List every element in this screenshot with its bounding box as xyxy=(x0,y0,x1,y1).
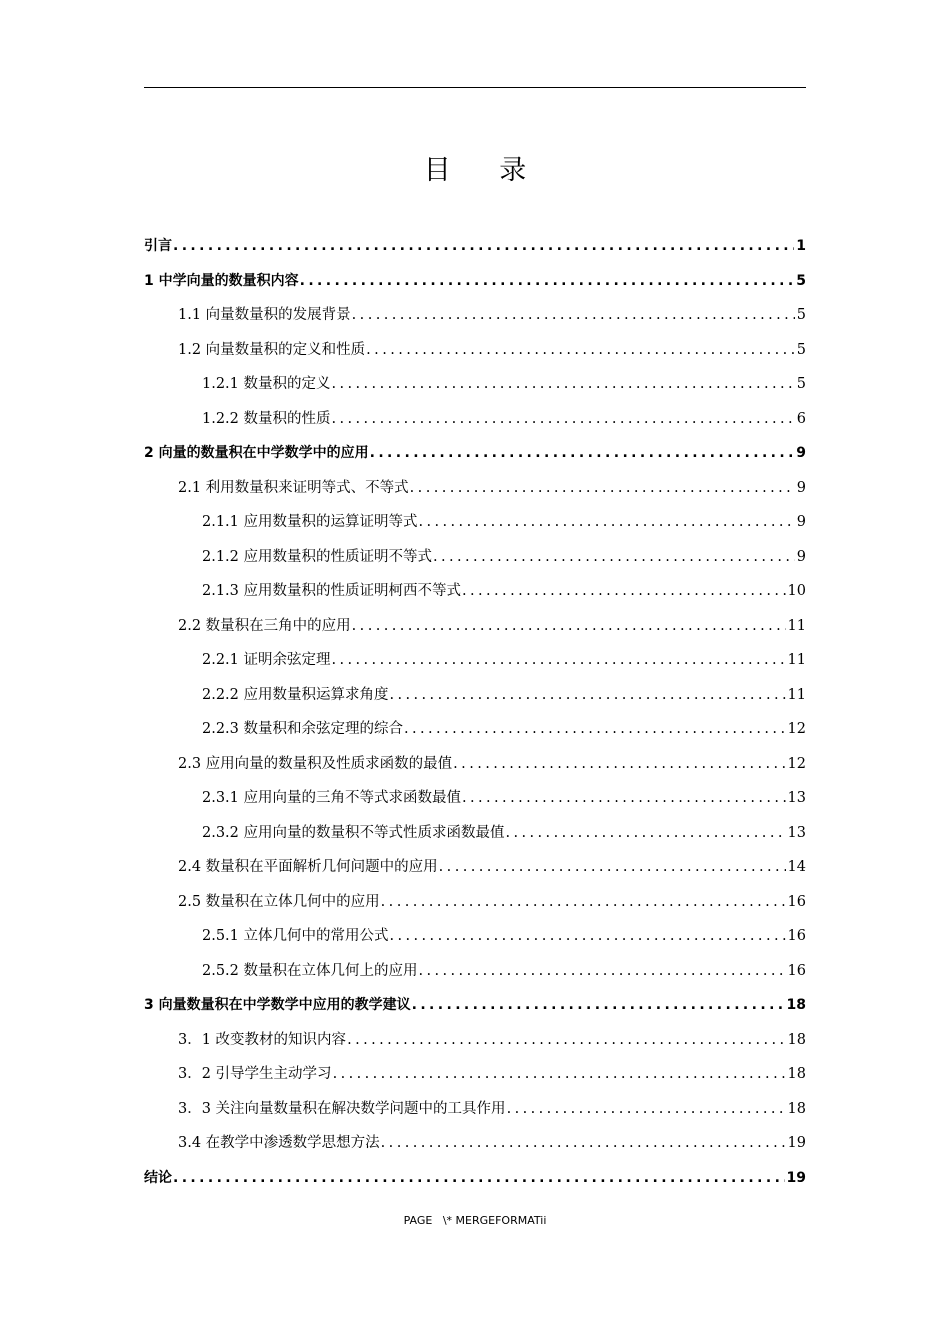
toc-entry[interactable] xyxy=(144,919,806,954)
toc-dot-leader xyxy=(366,333,795,368)
toc-dot-leader xyxy=(410,471,795,506)
toc-entry-page-number: 12 xyxy=(787,755,806,772)
toc-entry[interactable] xyxy=(144,229,806,264)
toc-entry-label: 2.1 利用数量积来证明等式、不等式 xyxy=(178,479,409,496)
toc-dot-leader xyxy=(300,264,795,299)
toc-entry-page-number: 18 xyxy=(786,997,806,1013)
toc-entry[interactable] xyxy=(144,402,806,437)
toc-dot-leader xyxy=(462,574,786,609)
toc-entry-page-number: 13 xyxy=(787,824,806,841)
toc-entry-page-number: 14 xyxy=(787,859,806,875)
toc-entry[interactable] xyxy=(144,885,806,920)
toc-entry-page-number: 16 xyxy=(787,893,806,910)
page-title: 目 录 xyxy=(423,155,547,186)
toc-dot-leader xyxy=(453,747,785,782)
toc-entry-label: 2.3 应用向量的数量积及性质求函数的最值 xyxy=(178,755,453,772)
toc-entry[interactable] xyxy=(144,264,806,299)
toc-dot-leader xyxy=(332,402,795,437)
toc-entry-label: 2.2.1 证明余弦定理 xyxy=(202,652,331,668)
toc-dot-leader xyxy=(370,436,795,471)
toc-entry-label: 2.2.2 应用数量积运算求角度 xyxy=(202,686,389,703)
toc-dot-leader xyxy=(433,540,795,575)
toc-dot-leader xyxy=(332,643,786,678)
toc-dot-leader xyxy=(506,816,786,851)
toc-entry-page-number: 9 xyxy=(796,548,806,565)
toc-entry[interactable] xyxy=(144,609,806,644)
toc-entry[interactable] xyxy=(144,1023,806,1058)
toc-entry[interactable] xyxy=(144,436,806,471)
toc-entry[interactable] xyxy=(144,1057,806,1092)
toc-entry-page-number: 12 xyxy=(787,721,806,737)
toc-entry-label: 1.2 向量数量积的定义和性质 xyxy=(178,341,366,358)
toc-entry-label: 2.1.3 应用数量积的性质证明柯西不等式 xyxy=(202,583,462,599)
toc-entry[interactable] xyxy=(144,298,806,333)
toc-entry-label: 2.2.3 数量积和余弦定理的综合 xyxy=(202,721,404,737)
toc-dot-leader xyxy=(390,919,786,954)
toc-entry-label: 3．1 改变教材的知识内容 xyxy=(178,1031,347,1048)
header-rule xyxy=(144,87,806,88)
toc-entry[interactable] xyxy=(144,1126,806,1161)
toc-entry-label: 3.4 在教学中渗透数学思想方法 xyxy=(178,1135,380,1151)
toc-dot-leader xyxy=(419,954,786,989)
toc-entry-page-number: 11 xyxy=(787,686,806,703)
toc-entry-label: 2.5.2 数量积在立体几何上的应用 xyxy=(202,962,418,979)
toc-entry-label: 2.5.1 立体几何中的常用公式 xyxy=(202,928,389,944)
toc-entry-label: 2.3.1 应用向量的三角不等式求函数最值 xyxy=(202,790,462,806)
toc-dot-leader xyxy=(173,229,794,264)
toc-entry[interactable] xyxy=(144,747,806,782)
toc-dot-leader xyxy=(352,298,795,333)
toc-entry[interactable] xyxy=(144,574,806,609)
toc-entry-page-number: 1 xyxy=(796,238,806,254)
toc-entry-page-number: 11 xyxy=(787,652,806,668)
toc-entry[interactable] xyxy=(144,471,806,506)
toc-entry[interactable] xyxy=(144,1092,806,1127)
toc-entry-label: 引言 xyxy=(144,238,172,254)
toc-dot-leader xyxy=(381,1126,786,1161)
toc-entry[interactable] xyxy=(144,850,806,885)
toc-entry-page-number: 11 xyxy=(787,617,806,634)
toc-dot-leader xyxy=(173,1161,785,1196)
toc-entry-label: 2.1.2 应用数量积的性质证明不等式 xyxy=(202,548,433,565)
toc-entry-page-number: 5 xyxy=(796,307,806,323)
toc-entry[interactable] xyxy=(144,367,806,402)
toc-entry[interactable] xyxy=(144,954,806,989)
toc-dot-leader xyxy=(439,850,786,885)
toc-entry-label: 2 向量的数量积在中学数学中的应用 xyxy=(144,445,369,461)
toc-entry-label: 2.4 数量积在平面解析几何问题中的应用 xyxy=(178,859,438,875)
toc-entry-page-number: 19 xyxy=(786,1169,806,1186)
toc-entry-label: 1.2.1 数量积的定义 xyxy=(202,376,331,392)
toc-entry-label: 3 向量数量积在中学数学中应用的教学建议 xyxy=(144,997,411,1013)
toc-entry[interactable] xyxy=(144,643,806,678)
toc-entry-page-number: 6 xyxy=(796,410,806,427)
toc-entry-page-number: 10 xyxy=(787,583,806,599)
toc-entry-label: 结论 xyxy=(144,1169,172,1186)
toc-entry-label: 3．2 引导学生主动学习 xyxy=(178,1066,332,1082)
toc-entry[interactable] xyxy=(144,678,806,713)
table-of-contents xyxy=(144,229,806,1195)
toc-entry-label: 1 中学向量的数量积内容 xyxy=(144,272,299,289)
toc-dot-leader xyxy=(412,988,785,1023)
toc-dot-leader xyxy=(332,367,795,402)
toc-entry-page-number: 18 xyxy=(787,1100,806,1117)
toc-entry-page-number: 9 xyxy=(796,514,806,530)
toc-entry-label: 2.5 数量积在立体几何中的应用 xyxy=(178,893,380,910)
toc-entry-page-number: 18 xyxy=(787,1031,806,1048)
page-footer: PAGE \* MERGEFORMATii xyxy=(403,1214,547,1227)
toc-entry-page-number: 5 xyxy=(796,341,806,358)
toc-entry[interactable] xyxy=(144,712,806,747)
toc-dot-leader xyxy=(333,1057,786,1092)
toc-entry-page-number: 9 xyxy=(796,445,806,461)
toc-entry-label: 1.2.2 数量积的性质 xyxy=(202,410,331,427)
toc-dot-leader xyxy=(404,712,786,747)
toc-entry[interactable] xyxy=(144,540,806,575)
toc-entry-page-number: 16 xyxy=(787,962,806,979)
toc-entry-page-number: 13 xyxy=(787,790,806,806)
toc-dot-leader xyxy=(462,781,786,816)
toc-entry-page-number: 5 xyxy=(796,376,806,392)
toc-entry-page-number: 16 xyxy=(787,928,806,944)
toc-entry-label: 3．3 关注向量数量积在解决数学问题中的工具作用 xyxy=(178,1100,506,1117)
toc-entry-page-number: 9 xyxy=(796,479,806,496)
toc-entry-page-number: 19 xyxy=(787,1135,806,1151)
toc-entry-label: 2.1.1 应用数量积的运算证明等式 xyxy=(202,514,418,530)
toc-entry[interactable] xyxy=(144,1161,806,1196)
toc-entry-label: 2.3.2 应用向量的数量积不等式性质求函数最值 xyxy=(202,824,505,841)
toc-dot-leader xyxy=(419,505,795,540)
toc-dot-leader xyxy=(390,678,786,713)
toc-dot-leader xyxy=(347,1023,785,1058)
toc-entry[interactable] xyxy=(144,816,806,851)
toc-dot-leader xyxy=(507,1092,786,1127)
toc-entry[interactable] xyxy=(144,333,806,368)
toc-entry-page-number: 18 xyxy=(787,1066,806,1082)
toc-entry[interactable] xyxy=(144,988,806,1023)
toc-dot-leader xyxy=(381,885,786,920)
toc-entry-label: 2.2 数量积在三角中的应用 xyxy=(178,617,351,634)
toc-entry-page-number: 5 xyxy=(796,272,806,289)
toc-dot-leader xyxy=(352,609,786,644)
toc-entry-label: 1.1 向量数量积的发展背景 xyxy=(178,307,351,323)
toc-entry[interactable] xyxy=(144,781,806,816)
toc-entry[interactable] xyxy=(144,505,806,540)
